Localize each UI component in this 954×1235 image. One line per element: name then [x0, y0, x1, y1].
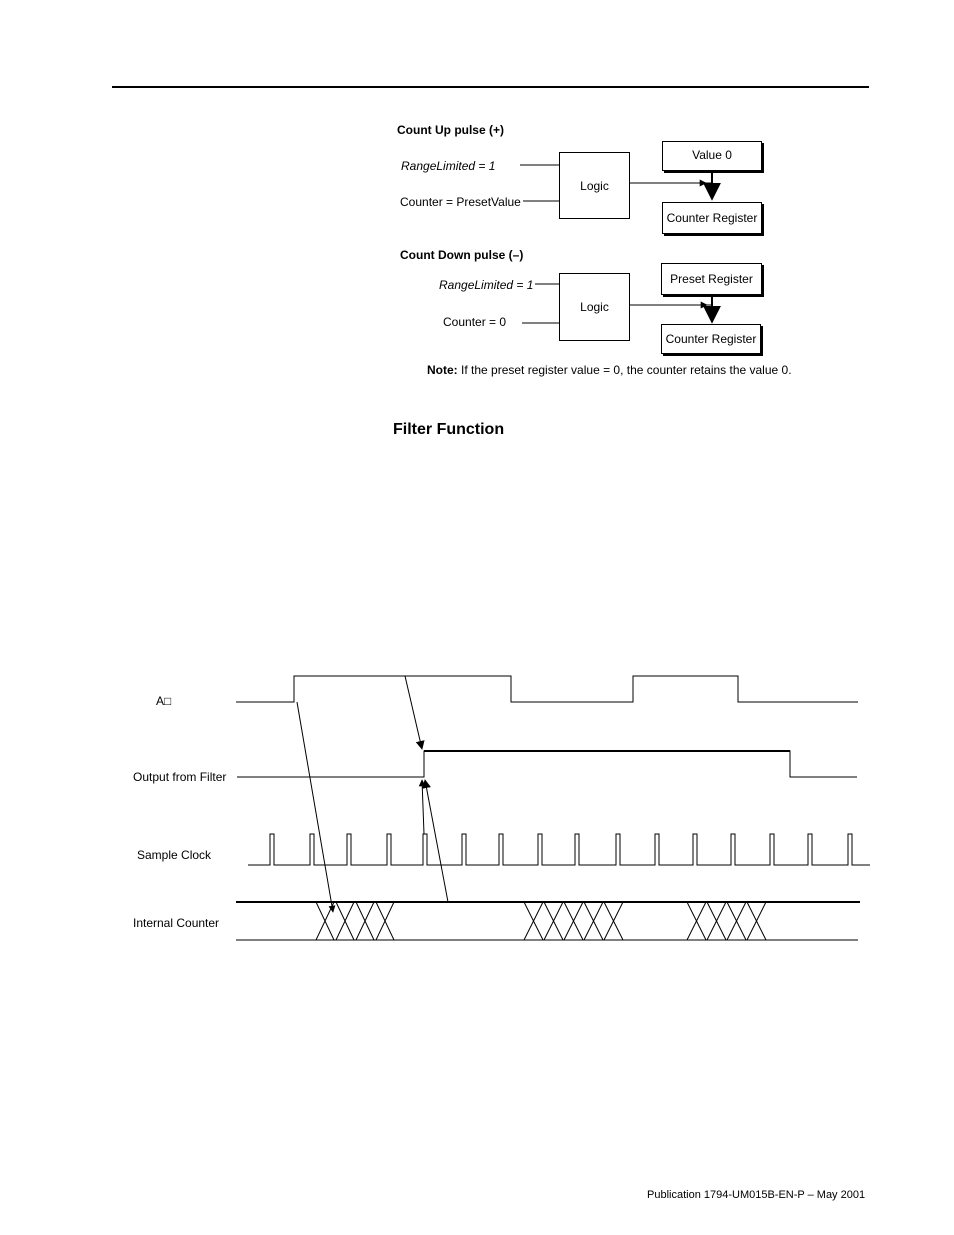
- count-up-input-range-limited: RangeLimited = 1: [401, 159, 496, 173]
- section-title: Filter Function: [393, 421, 505, 438]
- counter-transitions-group-3: [687, 902, 766, 940]
- count-up-counter-register: Counter Register: [662, 202, 762, 234]
- count-up-heading: Count Up pulse (+): [397, 123, 504, 137]
- filter-output-waveform: [237, 751, 857, 777]
- arrow-counter-to-filter-output: [425, 780, 448, 902]
- count-down-preset-register: Preset Register: [661, 263, 762, 295]
- output-from-filter-label: Output from Filter: [133, 770, 227, 784]
- signal-a-label: A□: [156, 694, 172, 708]
- signal-a-waveform: [236, 676, 858, 702]
- internal-counter-label: Internal Counter: [133, 916, 220, 930]
- note-text: If the preset register value = 0, the counter retains the value 0.: [457, 363, 792, 377]
- note-label: Note:: [427, 363, 458, 377]
- count-down-counter-register: Counter Register: [661, 324, 761, 354]
- counter-transitions-group-1: [316, 902, 394, 940]
- count-up-logic-block: Logic: [559, 152, 630, 219]
- count-down-input-range-limited: RangeLimited = 1: [439, 278, 534, 292]
- publication-footer: Publication 1794-UM015B-EN-P – May 2001: [647, 1189, 866, 1201]
- count-down-logic-block: Logic: [559, 273, 630, 341]
- sample-clock-label: Sample Clock: [137, 848, 212, 862]
- arrow-a-to-filter-output: [405, 676, 422, 749]
- sample-clock-waveform: [248, 834, 870, 865]
- arrow-clock-to-filter-output: [422, 780, 424, 834]
- count-down-heading: Count Down pulse (–): [400, 248, 524, 262]
- arrow-a-to-counter: [297, 702, 333, 912]
- count-down-input-counter: Counter = 0: [443, 315, 507, 329]
- count-up-input-counter: Counter = PresetValue: [400, 195, 521, 209]
- counter-transitions-group-2: [524, 902, 623, 940]
- count-up-value-register: Value 0: [662, 141, 762, 171]
